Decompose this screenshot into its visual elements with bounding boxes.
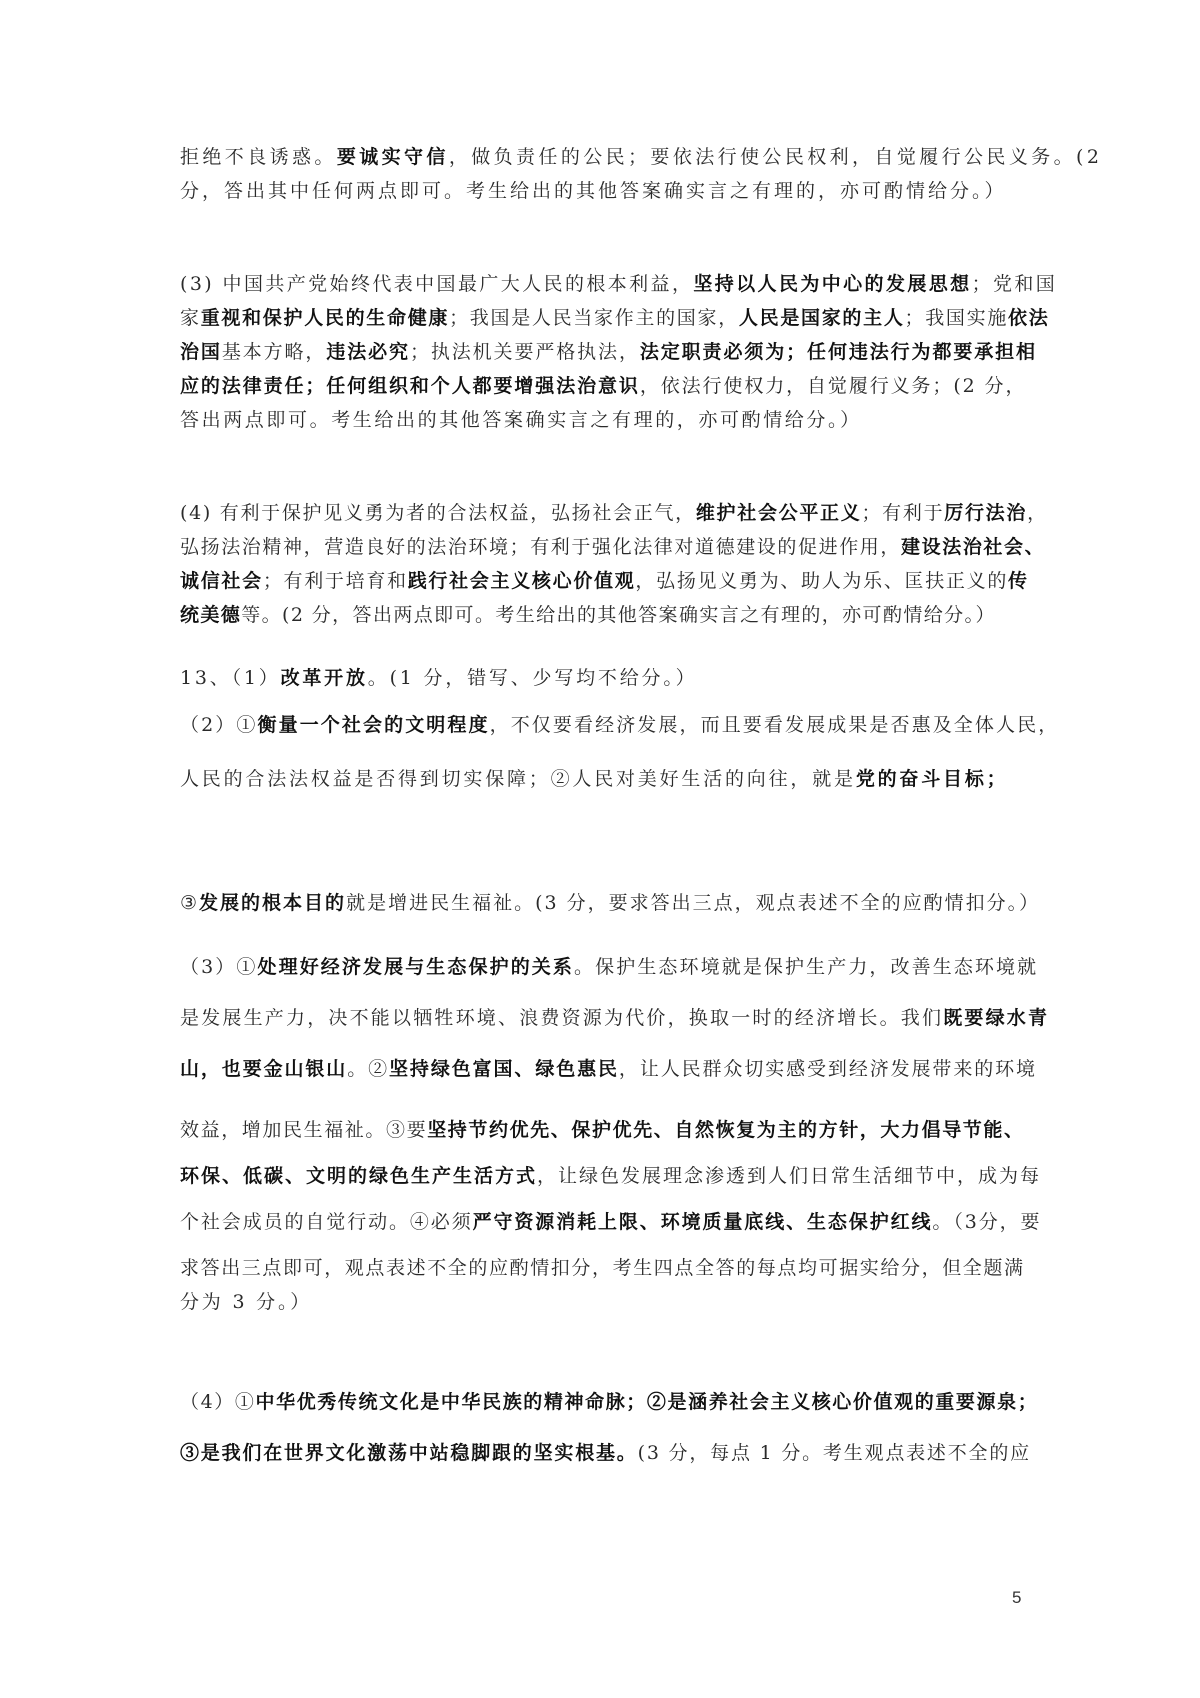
text-run: ，弘扬见义勇为、助人为乐、匡扶正义的 [635,570,1009,592]
text-run: 分为 3 分。） [180,1291,313,1313]
text-run: ；执法机关要严格执法， [409,341,640,363]
bold-keypoint: 衡量一个社会的文明程度 [257,714,490,736]
text-line [180,500,1048,526]
text-run: 个社会成员的自觉行动。④必须 [180,1211,473,1233]
bold-keypoint: 环保、低碳、文明的绿色生产生活方式 [180,1165,538,1187]
bold-keypoint: 建设法治社会、 [901,536,1046,558]
bold-keypoint: 要诚实守信 [336,146,449,168]
bold-keypoint: 厉行法治 [944,502,1028,524]
text-run: ；有利于培育和 [262,570,408,592]
bold-keypoint: ③是我们在世界文化激荡中站稳脚跟的坚实根基。 [180,1442,638,1464]
text-line [180,1163,1041,1189]
bold-keypoint: 治国 [180,341,222,363]
text-run: 是发展生产力，决不能以牺牲环境、浪费资源为代价，换取一时的经济增长。我们 [180,1007,944,1029]
bold-keypoint: 依法 [1008,307,1050,329]
bold-keypoint: 处理好经济发展与生态保护的关系 [257,956,575,978]
text-run: （4）① [180,1391,256,1413]
text-line [180,339,1037,365]
text-run: ；有利于 [861,502,945,524]
bold-keypoint: 应的法律责任；任何组织和个人都要增强法治意识 [180,375,640,397]
text-run: ，让绿色发展理念渗透到人们日常生活细节中，成为每 [537,1165,1042,1187]
text-line [180,954,1038,980]
text-run: ；我国实施 [904,307,1009,329]
bold-keypoint: 违法必究 [326,341,410,363]
bold-keypoint: 人民是国家的主人 [738,307,905,329]
text-run: ，依法行使权力，自觉履行义务；(2 分， [639,375,1027,397]
text-line [180,568,1029,594]
bold-keypoint: 重视和保护人民的生命健康 [200,307,450,329]
text-run: 弘扬法治精神，营造良好的法治环境；有利于强化法律对道德建设的促进作用， [180,536,902,558]
text-run: ，不仅要看经济发展，而且要看发展成果是否惠及全体人民， [489,714,1060,736]
text-run: ，让人民群众切实感受到经济发展带来的环境 [618,1058,1037,1080]
text-run: （2）① [180,714,258,736]
text-line [180,271,1057,297]
text-line [180,890,1040,916]
bold-keypoint: 既要绿水青 [943,1007,1050,1029]
text-run: (4) 有利于保护见义勇为者的合法权益，弘扬社会正气， [180,502,696,524]
text-run: 效益，增加民生福祉。③要 [180,1119,428,1141]
text-line [180,1289,312,1315]
bold-keypoint: 严守资源消耗上限、环境质量底线、生态保护红线 [472,1211,933,1233]
text-line [180,305,1049,331]
text-run: 答出两点即可。考生给出的其他答案确实言之有理的，亦可酌情给分。） [180,409,862,431]
text-run: 分，答出其中任何两点即可。考生给出的其他答案确实言之有理的，亦可酌情给分。） [180,180,1007,202]
bold-keypoint: 维护社会公平正义 [695,502,862,524]
text-line [180,1056,1037,1082]
text-run: ，做负责任的公民；要依法行使公民权利，自觉履行公民义务。(2 [448,146,1103,168]
text-line [180,1389,1038,1415]
text-run: 。保护生态环境就是保护生产力，改善生态环境就 [574,956,1039,978]
bold-keypoint: 改革开放 [280,667,368,689]
text-run: 。(1 分，错写、少写均不给分。） [367,667,698,689]
bold-keypoint: 践行社会主义核心价值观 [407,570,636,592]
bold-keypoint: 党的奋斗目标； [855,768,1009,790]
bold-keypoint: 坚持以人民为中心的发展思想 [693,273,972,295]
text-run: 。（3分，要 [932,1211,1042,1233]
text-line [180,178,1007,204]
text-run: ；我国是人民当家作主的国家， [449,307,739,329]
bold-keypoint: 统美德 [180,604,242,626]
text-run: 人民的合法法权益是否得到切实保障；②人民对美好生活的向往，就是 [180,768,856,790]
text-run: ③ [180,892,200,914]
text-line [180,665,697,691]
text-run: 等。(2 分，答出两点即可。考生给出的其他答案确实言之有理的，亦可酌情给分。） [241,604,996,626]
bold-keypoint: 传 [1008,570,1029,592]
text-run: (3 分，每点 1 分。考生观点表述不全的应 [637,1442,1031,1464]
text-line [180,373,1026,399]
bold-keypoint: 发展的根本目的 [199,892,347,914]
text-line [180,1209,1041,1235]
text-run: ；党和国 [971,273,1058,295]
text-line [180,534,1045,560]
text-line [180,144,1102,170]
bold-keypoint: 坚持绿色富国、绿色惠民 [389,1058,619,1080]
text-line [180,766,1008,792]
text-line [180,1440,1031,1466]
text-run: 13、（1） [180,667,281,689]
text-line [180,1005,1049,1031]
text-run: 就是增进民生福祉。(3 分，要求答出三点，观点表述不全的应酌情扣分。） [346,892,1041,914]
bold-keypoint: 诚信社会 [180,570,263,592]
text-line [180,1117,1025,1143]
bold-keypoint: 法定职责必须为；任何违法行为都要承担相 [639,341,1037,363]
text-line [180,602,996,628]
bold-keypoint: 山，也要金山银山 [180,1058,348,1080]
bold-keypoint: 坚持节约优先、保护优先、自然恢复为主的方针，大力倡导节能、 [427,1119,1025,1141]
text-line [180,407,862,433]
page-number: 5 [1012,1588,1022,1607]
text-run: ， [1027,502,1048,524]
text-run: 拒绝不良诱惑。 [180,146,337,168]
text-run: 求答出三点即可，观点表述不全的应酌情扣分，考生四点全答的每点均可据实给分，但全题满 [180,1257,1025,1279]
text-run: 家 [180,307,201,329]
text-line [180,1255,1025,1281]
bold-keypoint: 中华优秀传统文化是中华民族的精神命脉；②是涵养社会主义核心价值观的重要源泉； [255,1391,1039,1413]
text-line [180,712,1059,738]
text-run: (3) 中国共产党始终代表中国最广大人民的根本利益， [180,273,694,295]
text-run: 。② [347,1058,390,1080]
text-run: 基本方略， [221,341,327,363]
text-run: （3）① [180,956,258,978]
